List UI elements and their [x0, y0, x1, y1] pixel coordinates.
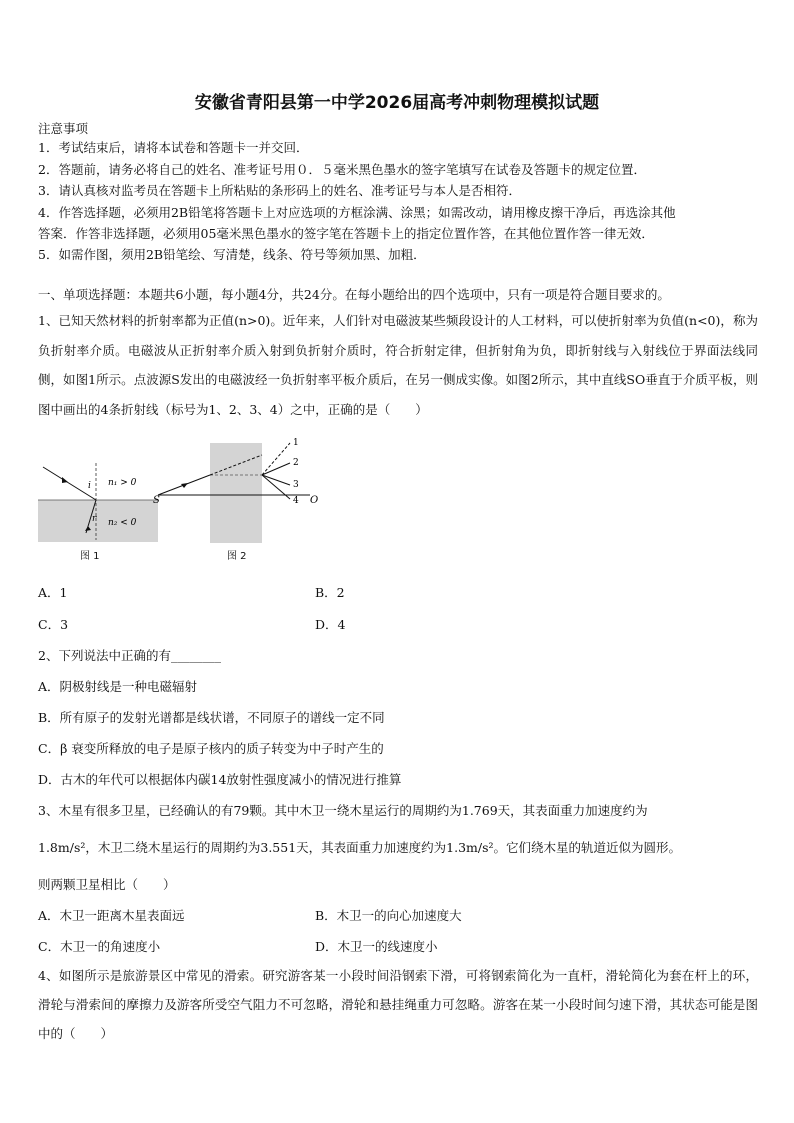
- figure-1-diagram: [38, 455, 158, 560]
- notice-item: 2．答题前，请务必将自己的姓名、准考证号用０．５毫米黑色墨水的签字笔填写在试卷及答题卡的规定位置．: [38, 162, 646, 177]
- ray-3-label: 3: [293, 480, 299, 490]
- angle-r-label: r: [92, 514, 97, 524]
- q3-option-b[interactable]: B．木卫一的向心加速度大: [315, 908, 462, 923]
- figure-1: [38, 455, 158, 560]
- q1-option-b[interactable]: B．2: [315, 585, 345, 600]
- figure-2: [150, 437, 320, 562]
- q2-option-d[interactable]: D．古木的年代可以根据体内碳14放射性强度减小的情况进行推算: [38, 772, 402, 787]
- figure-2-caption: 图 2: [227, 551, 247, 562]
- point-o-label: O: [310, 495, 319, 506]
- notice-item: 4．作答选择题，必须用2B铅笔将答题卡上对应选项的方框涂满、涂黑；如需改动，请用橡皮擦干净后，再选涂其他: [38, 205, 676, 220]
- notice-item: 1．考试结束后，请将本试卷和答题卡一并交回．: [38, 140, 309, 155]
- notice-item: 5．如需作图，须用2B铅笔绘、写清楚，线条、符号等须加黑、加粗．: [38, 247, 426, 262]
- q1-option-a[interactable]: A．1: [38, 585, 68, 600]
- q3-option-c[interactable]: C．木卫一的角速度小: [38, 939, 161, 954]
- question-1-text: 1、已知天然材料的折射率都为正值(n>0)。近年来，人们针对电磁波某些频段设计的人工材料，可以使折射率为负值(n<0)，称为负折射率介质。电磁波从正折射率介质入射到负折射介质时，符合折射定律，但折射角为负，即折射线与入射线位于界面法线同侧，如图1所示。点波源S发出的电磁波经一负折射率平板介质后，在另一侧成实像。如图2所示，其中直线SO垂直于介质平板，则图中画出的4条折射线（标号为1、2、3、4）之中，正确的是（ ）: [38, 313, 758, 417]
- q3-option-d[interactable]: D．木卫一的线速度小: [315, 939, 438, 954]
- n1-label: n₁ > 0: [108, 478, 137, 488]
- question-3-text: 3、木星有很多卫星，已经确认的有79颗。其中木卫一绕木星运行的周期约为1.769天，其表面重力加速度约为: [38, 803, 648, 818]
- figure-2-diagram: [150, 437, 320, 562]
- q1-option-d[interactable]: D．4: [315, 617, 346, 632]
- ray-1-label: 1: [293, 438, 299, 448]
- notice-item: 3．请认真核对监考员在答题卡上所粘贴的条形码上的姓名、准考证号与本人是否相符．: [38, 183, 521, 198]
- notice-heading: 注意事项: [38, 121, 89, 136]
- question-3-text: 则两颗卫星相比（ ）: [38, 877, 176, 892]
- ray-4-label: 4: [293, 496, 299, 506]
- question-3-text: 1.8m/s²，木卫二绕木星运行的周期约为3.551天，其表面重力加速度约为1.3m/s²。它们绕木星的轨道近似为圆形。: [38, 840, 682, 855]
- q2-option-b[interactable]: B．所有原子的发射光谱都是线状谱，不同原子的谱线一定不同: [38, 710, 385, 725]
- ray-2-label: 2: [293, 458, 299, 468]
- q2-option-c[interactable]: C．β 衰变所释放的电子是原子核内的质子转变为中子时产生的: [38, 741, 384, 756]
- notice-item: 答案．作答非选择题，必须用05毫米黑色墨水的签字笔在答题卡上的指定位置作答，在其他位置作答一律无效．: [38, 226, 654, 241]
- page-title: 安徽省青阳县第一中学2026届高考冲刺物理模拟试题: [194, 93, 600, 113]
- source-s-label: S: [153, 495, 160, 506]
- question-4-text: 4、如图所示是旅游景区中常见的滑索。研究游客某一小段时间沿钢索下滑，可将钢索简化为一直杆，滑轮简化为套在杆上的环，滑轮与滑索间的摩擦力及游客所受空气阻力不可忽略，滑轮和悬挂绳重力可忽略。游客在某一小段时间匀速下滑，其状态可能是图中的（ ）: [38, 968, 758, 1041]
- q3-option-a[interactable]: A．木卫一距离木星表面远: [38, 908, 185, 923]
- question-2-text: 2、下列说法中正确的有________: [38, 648, 221, 663]
- figure-1-caption: 图 1: [80, 551, 100, 562]
- q2-option-a[interactable]: A．阴极射线是一种电磁辐射: [38, 679, 198, 694]
- section-heading: 一、单项选择题：本题共6小题，每小题4分，共24分。在每小题给出的四个选项中，只有一项是符合题目要求的。: [38, 287, 670, 302]
- q1-option-c[interactable]: C．3: [38, 617, 69, 632]
- n2-label: n₂ < 0: [108, 518, 137, 528]
- angle-i-label: i: [88, 481, 91, 491]
